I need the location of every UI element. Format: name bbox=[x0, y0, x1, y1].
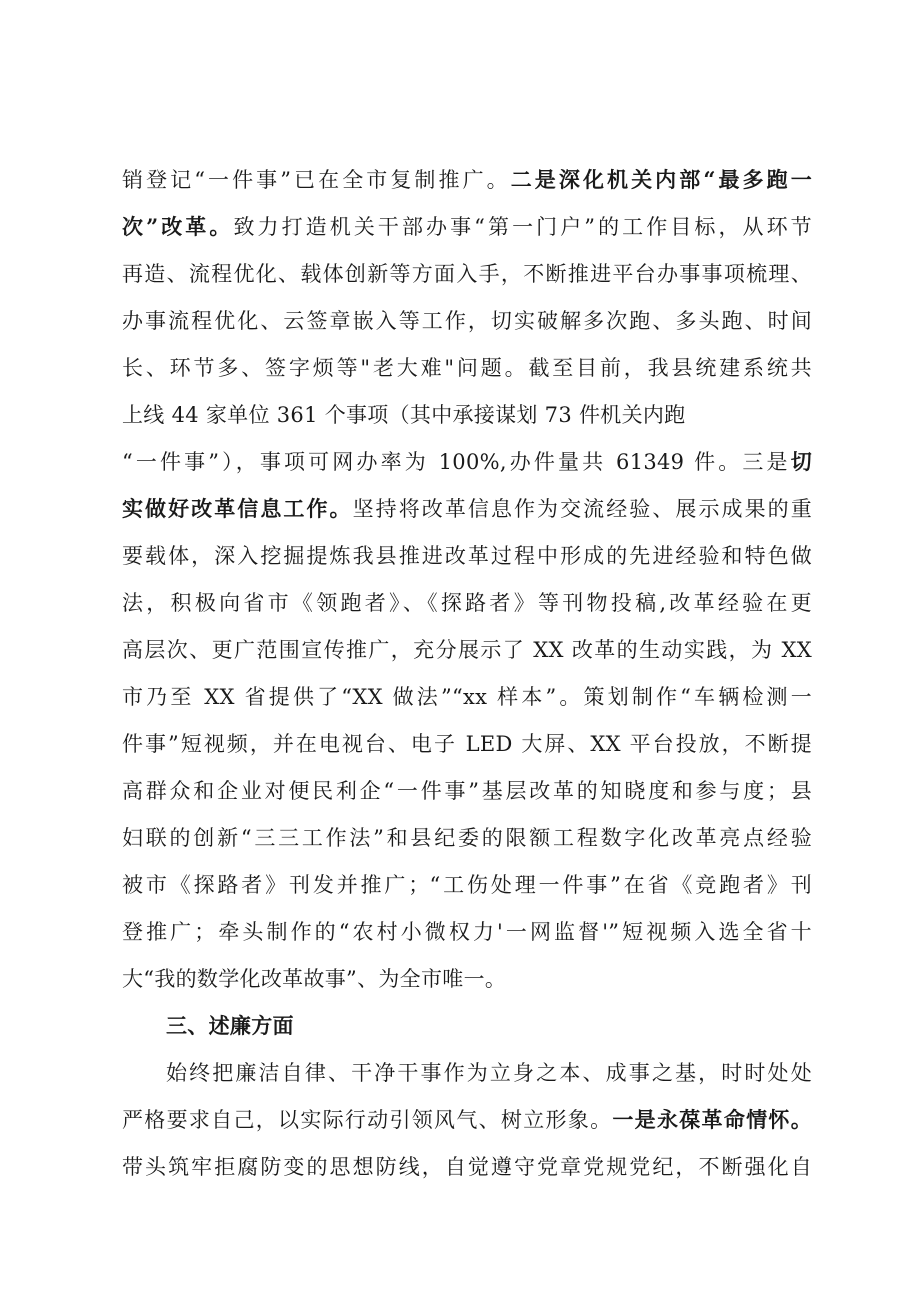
text-segment: 大“我的数学化改革故事”、为全市唯一。 bbox=[122, 967, 507, 991]
text-segment: 要载体，深入挖掘提炼我县推进改革过程中形成的先进经验和特色做 bbox=[122, 544, 812, 568]
bold-segment: 二是深化机关内部“最多跑一 bbox=[510, 167, 812, 192]
text-line-20 bbox=[122, 1102, 812, 1138]
section-heading: 三、述廉方面 bbox=[166, 1013, 294, 1038]
text-line-18 bbox=[122, 961, 812, 997]
text-line-5 bbox=[122, 350, 812, 386]
text-segment: 上线 44 家单位 361 个事项（其中承接谋划 73 件机关内跑 bbox=[122, 403, 686, 427]
text-segment: “一件事”），事项可网办率为 100%,办件量共 61349 件。三是 bbox=[122, 450, 791, 474]
bold-segment: 切 bbox=[790, 449, 812, 474]
text-segment: 带头筑牢拒腐防变的思想防线，自觉遵守党章党规党纪，不断强化自 bbox=[122, 1155, 812, 1179]
text-segment: 高层次、更广范围宣传推广，充分展示了 XX 改革的生动实践，为 XX bbox=[122, 638, 812, 662]
text-segment: 妇联的创新“三三工作法”和县纪委的限额工程数字化改革亮点经验 bbox=[122, 826, 812, 850]
bold-segment: 实做好改革信息工作。 bbox=[122, 496, 353, 521]
text-segment: 市乃至 XX 省提供了“XX 做法”“xx 样本”。策划制作“车辆检测一 bbox=[122, 685, 812, 709]
text-line-6 bbox=[122, 397, 812, 433]
text-line-12 bbox=[122, 679, 812, 715]
text-line-16 bbox=[122, 867, 812, 903]
text-line-11 bbox=[122, 632, 812, 668]
text-line-1 bbox=[122, 162, 812, 198]
text-segment: 始终把廉洁自律、干净干事作为立身之本、成事之基，时时处处 bbox=[166, 1061, 812, 1085]
bold-segment: 次”改革。 bbox=[122, 214, 234, 239]
text-segment: 高群众和企业对便民利企“一件事”基层改革的知晓度和参与度；县 bbox=[122, 779, 812, 803]
text-segment: 严格要求自己，以实际行动引领风气、树立形象。 bbox=[122, 1108, 613, 1132]
text-segment: 再造、流程优化、载体创新等方面入手，不断推进平台办事事项梳理、 bbox=[122, 262, 812, 286]
text-line-17 bbox=[122, 914, 812, 950]
text-segment: 登推广；牵头制作的“农村小微权力'一网监督'”短视频入选全省十 bbox=[122, 920, 812, 944]
text-line-4 bbox=[122, 303, 812, 339]
text-segment: 法，积极向省市《领跑者》、《探路者》等刊物投稿,改革经验在更 bbox=[122, 591, 812, 615]
text-segment: 坚持将改革信息作为交流经验、展示成果的重 bbox=[352, 497, 813, 521]
text-line-8 bbox=[122, 491, 812, 527]
text-segment: 长、环节多、签字烦等"老大难"问题。截至目前，我县统建系统共 bbox=[122, 356, 812, 380]
text-line-13 bbox=[122, 726, 812, 762]
text-line-9 bbox=[122, 538, 812, 574]
text-line-7 bbox=[122, 444, 812, 480]
text-segment: 销登记“一件事”已在全市复制推广。 bbox=[122, 168, 511, 192]
bold-segment: 一是永葆革命情怀。 bbox=[612, 1107, 812, 1132]
text-line-3 bbox=[122, 256, 812, 292]
text-line-10 bbox=[122, 585, 812, 621]
text-segment: 被市《探路者》刊发并推广；“工伤处理一件事”在省《竞跑者》刊 bbox=[122, 873, 812, 897]
text-line-2 bbox=[122, 209, 812, 245]
text-line-15 bbox=[122, 820, 812, 856]
text-segment: 办事流程优化、云签章嵌入等工作，切实破解多次跑、多头跑、时间 bbox=[122, 309, 812, 333]
text-line-14 bbox=[122, 773, 812, 809]
text-line-21 bbox=[122, 1149, 812, 1185]
text-segment: 致力打造机关干部办事“第一门户”的工作目标，从环节 bbox=[233, 215, 812, 239]
text-line-19 bbox=[166, 1055, 812, 1091]
text-segment: 件事”短视频，并在电视台、电子 LED 大屏、XX 平台投放，不断提 bbox=[122, 732, 812, 756]
